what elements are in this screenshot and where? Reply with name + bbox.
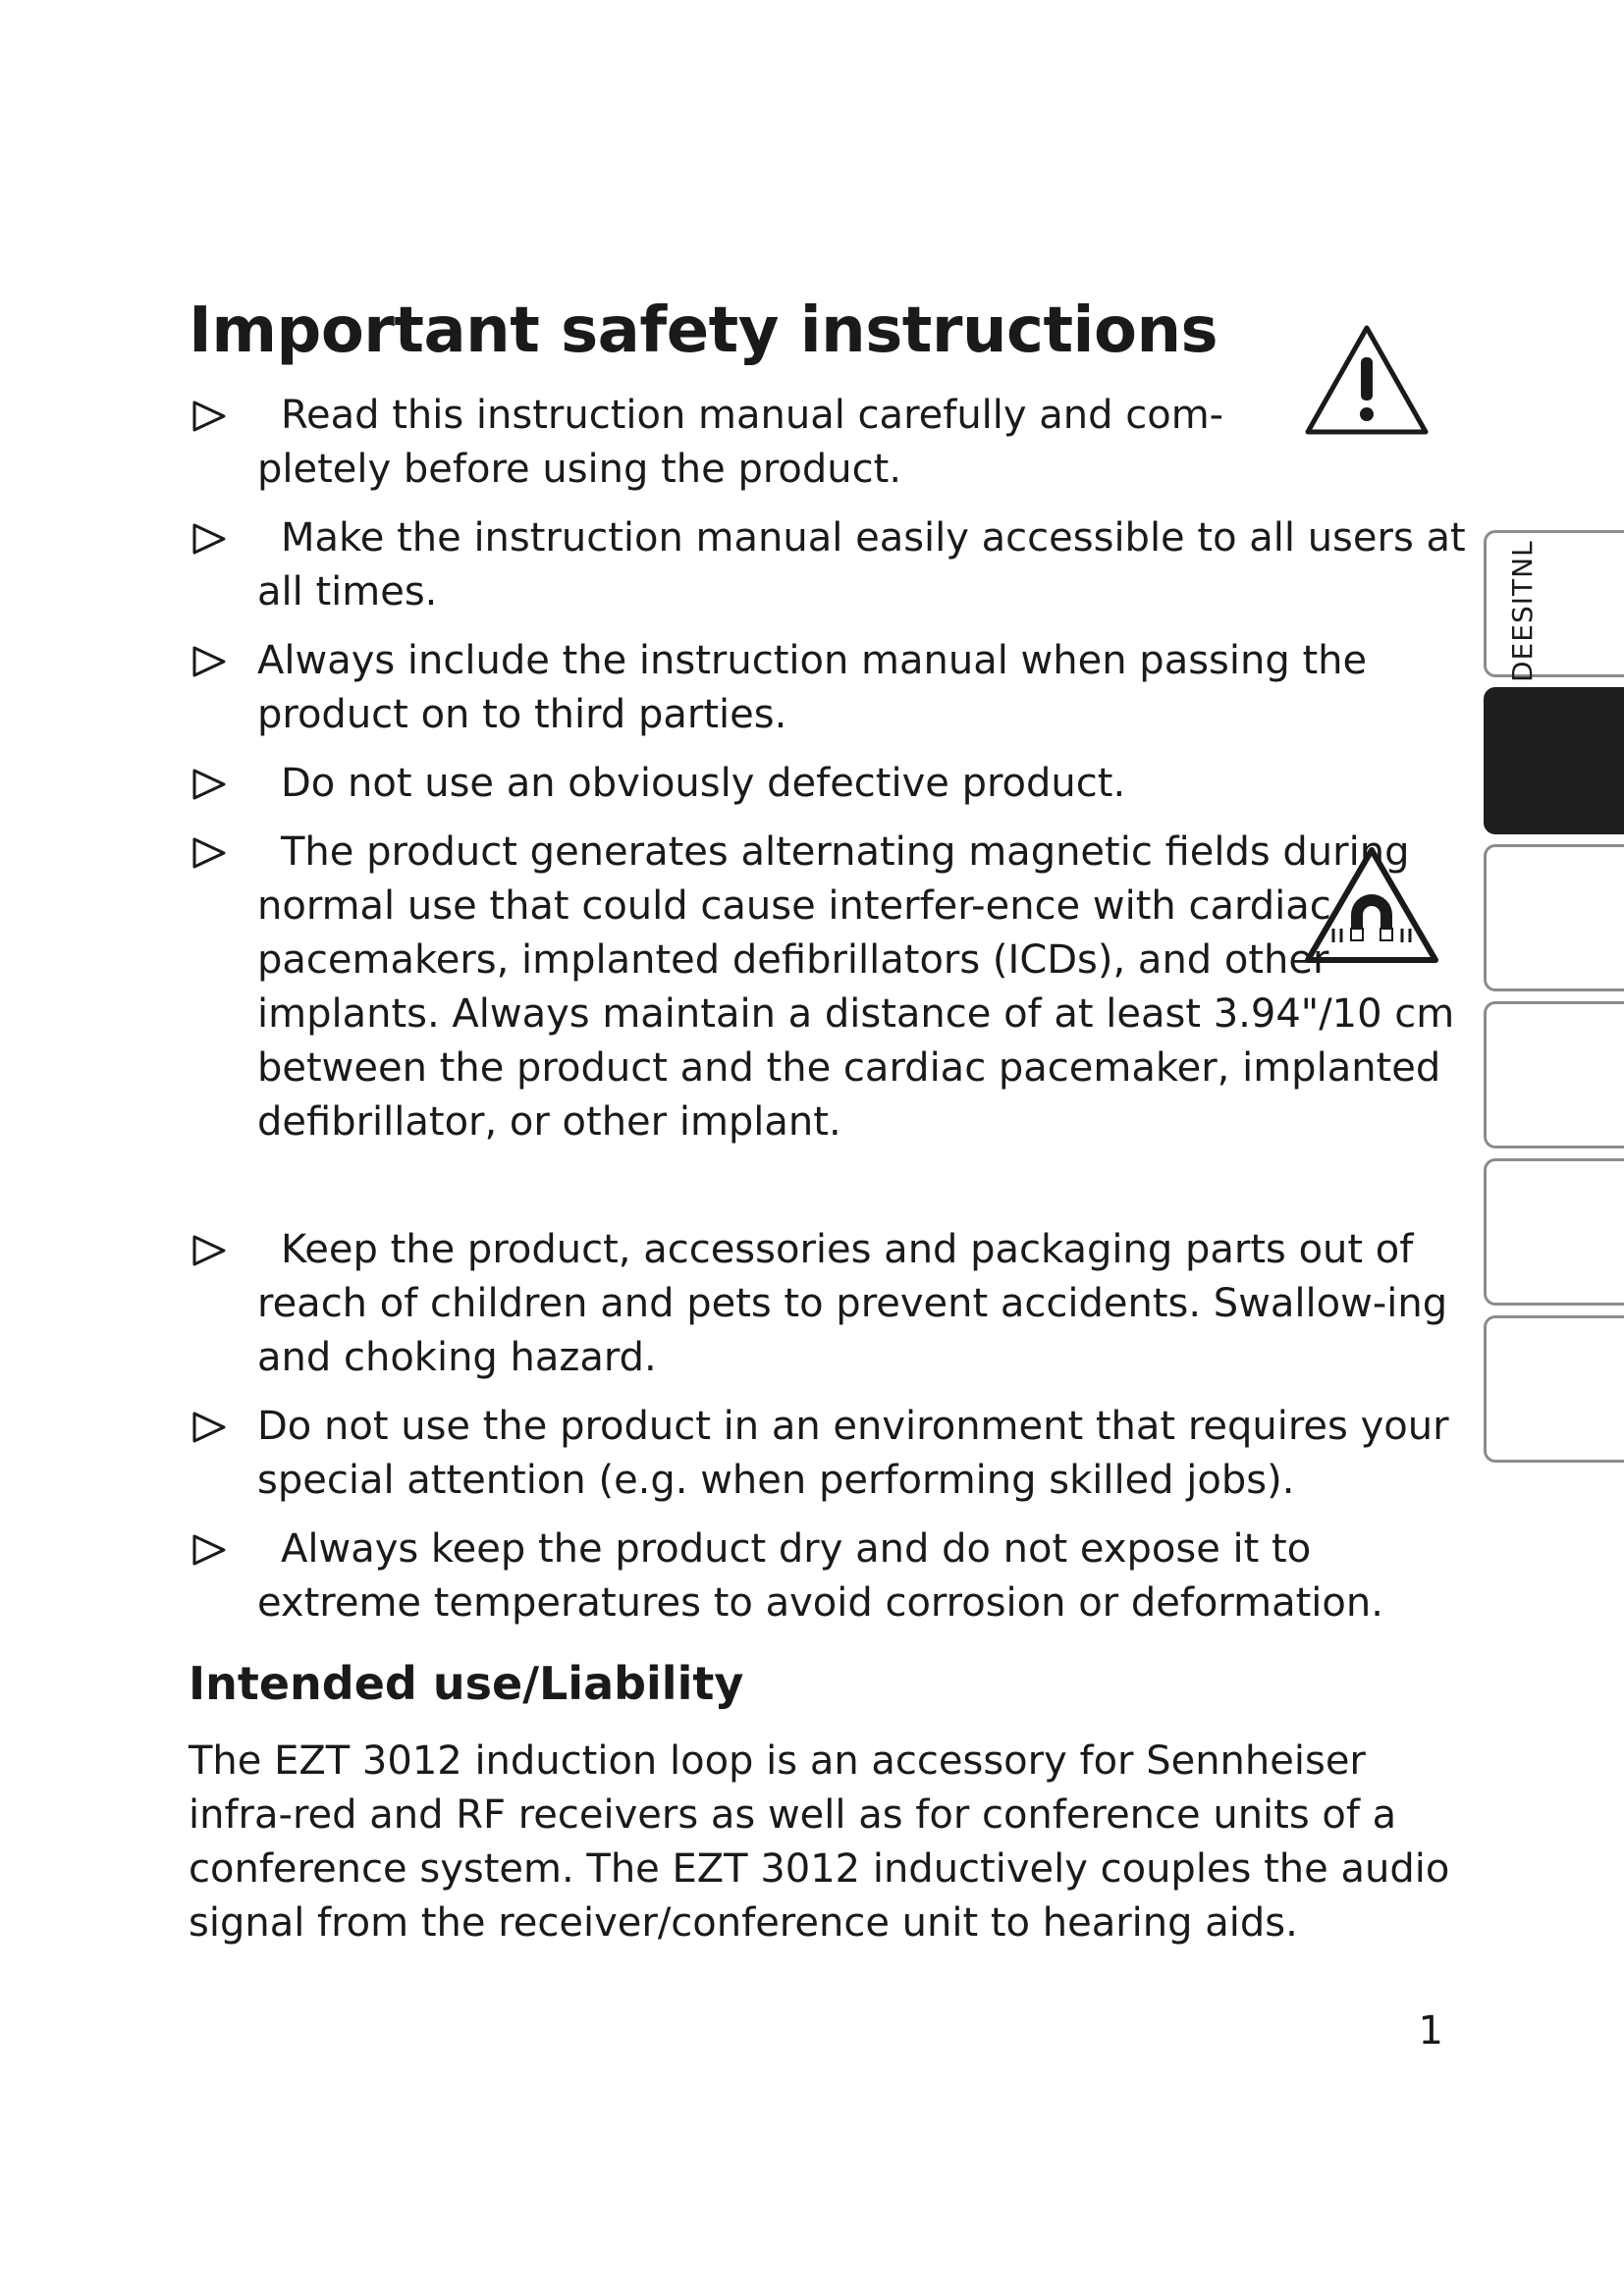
safety-item-text: The product generates alternating magnetic fields during normal use that could cause interfer-ence with cardiac pacemakers, implanted defibrillators (ICDs), and other implants. Always maintain a distance of at least 3.94"/10 cm between the product and the cardiac pacemaker, implanted defibrillator, or other implant. — [257, 829, 1455, 1145]
safety-item — [189, 1522, 1475, 1630]
triangle-bullet-icon — [189, 757, 232, 811]
triangle-bullet-icon — [189, 1522, 232, 1576]
safety-item-text: Keep the product, accessories and packaging parts out of reach of children and pets to prevent accidents. Swallow-ing and choking hazard. — [257, 1227, 1448, 1380]
triangle-bullet-icon — [189, 826, 232, 880]
side-tab[interactable] — [1484, 1001, 1624, 1148]
side-tab-language[interactable] — [1484, 530, 1624, 677]
triangle-bullet-icon — [189, 389, 232, 443]
side-tab[interactable] — [1484, 844, 1624, 991]
safety-item — [189, 1223, 1475, 1385]
side-tab-active[interactable] — [1484, 687, 1624, 834]
page-title: Important safety instructions — [189, 294, 1218, 367]
triangle-bullet-icon — [189, 634, 232, 688]
side-tab-label: DEESITNL — [1506, 540, 1539, 682]
triangle-bullet-icon — [189, 1400, 232, 1454]
safety-item — [189, 511, 1475, 619]
side-tab[interactable] — [1484, 1158, 1624, 1306]
triangle-bullet-icon — [189, 511, 232, 565]
safety-item-text: Do not use an obviously defective product. — [281, 761, 1126, 806]
triangle-bullet-icon — [189, 1223, 232, 1277]
safety-item — [189, 826, 1475, 1149]
safety-item-text: Make the instruction manual easily accessible to all users at all times. — [257, 515, 1466, 614]
safety-item-text: Do not use the product in an environment that requires your special attention (e.g. when performing skilled jobs). — [257, 1404, 1449, 1503]
safety-item-text: Read this instruction manual carefully and com-pletely before using the product. — [257, 393, 1224, 492]
intended-use-body: The EZT 3012 induction loop is an accessory for Sennheiser infra-red and RF receivers as well as for conference units of a conference system. The EZT 3012 inductively couples the audio signal from the receiver/conference unit to hearing aids. — [189, 1738, 1450, 1946]
safety-item — [189, 1400, 1475, 1508]
safety-item-text: Always keep the product dry and do not expose it to extreme temperatures to avoid corrosion or deformation. — [257, 1526, 1383, 1626]
safety-item — [189, 757, 1475, 811]
side-tab[interactable] — [1484, 1315, 1624, 1463]
safety-item-text: Always include the instruction manual when passing the product on to third parties. — [257, 638, 1368, 737]
page-number: 1 — [1418, 2008, 1443, 2054]
safety-item — [189, 634, 1475, 742]
intended-use-heading: Intended use/Liability — [189, 1657, 744, 1710]
safety-item — [189, 389, 1475, 497]
